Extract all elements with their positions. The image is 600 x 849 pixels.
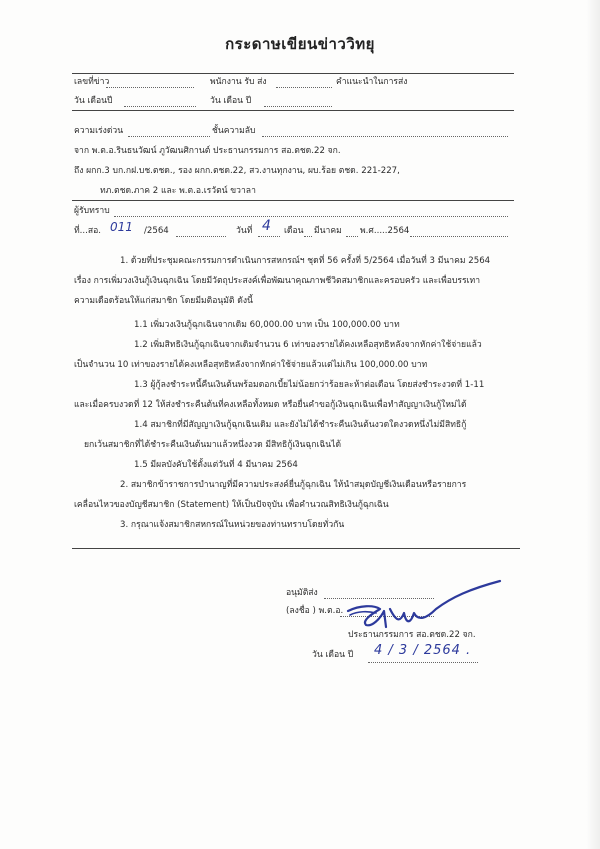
cc-field	[114, 216, 508, 217]
date-field-left	[124, 106, 196, 107]
ref-fill	[176, 236, 226, 237]
para1-line3: ความเดือดร้อนให้แก่สมาชิก โดยมีมติอนุมัติ ดังนี้	[74, 296, 253, 306]
date-handwritten: 4 / 3 / 2564 .	[374, 643, 472, 658]
date-field-right	[264, 106, 332, 107]
from-line: จาก พ.ต.อ.รินธนวัฒน์ ภูวัฒนศิกานต์ ประธานกรรมการ สอ.ตชด.22 จก.	[74, 146, 341, 156]
to-line-1: ถึง ผกก.3 บก.กฝ.บช.ตชด., รอง ผกก.ตชด.22, สว.งานทุกงาน, ผบ.ร้อย ตชด. 221-227,	[74, 166, 400, 176]
day-label: วันที่	[236, 226, 253, 236]
ref-prefix: ที่...สอ.	[74, 226, 101, 236]
receiver-field	[276, 87, 332, 88]
item-1-1: 1.1 เพิ่มวงเงินกู้ฉุกเฉินจากเดิม 60,000.00 บาท เป็น 100,000.00 บาท	[134, 320, 400, 330]
date-label-right: วัน เดือน ปี	[210, 96, 252, 106]
to-line-2: ทภ.ตชด.ภาค 2 และ พ.ต.อ.เรวัตน์ ขวาลา	[100, 186, 256, 196]
item-1-2-a: 1.2 เพิ่มสิทธิเงินกู้ฉุกเฉินจากเดิมจำนวน 6 เท่าของรายได้คงเหลือสุทธิหลังจากหักค่าใช้จ่ายแล้ว	[134, 340, 482, 350]
cc-label: ผู้รับทราบ	[74, 206, 110, 216]
para2-line2: เคลื่อนไหวของบัญชีสมาชิก (Statement) ให้เป็นปัจจุบัน เพื่อคำนวณสิทธิเงินกู้ฉุกเฉิน	[74, 500, 389, 510]
recipients-rule	[72, 200, 514, 201]
date-label-footer: วัน เดือน ปี	[312, 650, 354, 660]
position-line: ประธานกรรมการ สอ.ตชด.22 จก.	[348, 630, 476, 640]
month-value: มีนาคม	[314, 226, 342, 236]
para3-line1: 3. กรุณาแจ้งสมาชิกสหกรณ์ในหน่วยของท่านทราบโดยทั่วกัน	[120, 520, 345, 530]
urgency-label: ความเร่งด่วน	[74, 126, 124, 136]
date-field-footer	[368, 662, 478, 663]
item-1-4-b: ยกเว้นสมาชิกที่ได้ชำระคืนเงินต้นมาแล้วหนึ่งงวด มีสิทธิกู้เงินฉุกเฉินได้	[84, 440, 342, 450]
date-label-left: วัน เดือนปี	[74, 96, 113, 106]
news-no-field	[106, 87, 194, 88]
news-no-label: เลขที่ข่าว	[74, 77, 110, 87]
month-dots	[304, 236, 312, 237]
paper-edge-shadow	[586, 0, 600, 849]
month-fill	[346, 236, 358, 237]
header-top-rule	[72, 73, 514, 74]
day-handwritten: 4	[262, 218, 271, 234]
sign-label: (ลงชื่อ ) พ.ต.อ.	[286, 606, 344, 616]
urgency-field	[128, 136, 210, 137]
form-title: กระดาษเขียนข่าววิทยุ	[225, 35, 375, 53]
guidance-label: คำแนะนำในการส่ง	[336, 77, 408, 87]
signature-mark	[340, 575, 505, 635]
secrecy-label: ชั้นความลับ	[212, 126, 256, 136]
month-label: เดือน	[284, 226, 304, 236]
item-1-4-a: 1.4 สมาชิกที่มีสัญญาเงินกู้ฉุกเฉินเดิม และยังไม่ได้ชำระคืนเงินต้นงวดใดงวดหนึ่งไม่มีสิทธิกู้	[134, 420, 467, 430]
header-bottom-rule	[72, 110, 514, 111]
item-1-5: 1.5 มีผลบังคับใช้ตั้งแต่วันที่ 4 มีนาคม 2564	[134, 460, 298, 470]
para1-line1: 1. ด้วยที่ประชุมคณะกรรมการดำเนินการสหกรณ์ฯ ชุดที่ 56 ครั้งที่ 5/2564 เมื่อวันที่ 3 มีนาคม 2564	[120, 256, 491, 266]
secrecy-field	[262, 136, 508, 137]
year-fill	[410, 236, 508, 237]
approve-label: อนุมัติส่ง	[286, 588, 318, 598]
para1-line2: เรื่อง การเพิ่มวงเงินกู้เงินฉุกเฉิน โดยมีวัตถุประสงค์เพื่อพัฒนาคุณภาพชีวิตสมาชิกและครอบครัว และเพื่อบรรเทา	[74, 276, 481, 286]
item-1-3-b: และเมื่อครบงวดที่ 12 ให้ส่งชำระคืนต้นที่คงเหลือทั้งหมด หรือยื่นคำขอกู้เงินฉุกเฉินเพื่อทำสัญญาเงินกู้ใหม่ได้	[74, 400, 467, 410]
item-1-2-b: เป็นจำนวน 10 เท่าของรายได้คงเหลือสุทธิหลังจากหักค่าใช้จ่ายแล้วแต่ไม่เกิน 100,000.00 บาท	[74, 360, 428, 370]
day-field	[258, 236, 280, 237]
receiver-label: พนักงาน รับ ส่ง	[210, 77, 267, 87]
para2-line1: 2. สมาชิกข้าราชการบำนาญที่มีความประสงค์ยื่นกู้ฉุกเฉิน ให้นำสมุดบัญชีเงินเดือนหรือรายการ	[120, 480, 467, 490]
body-bottom-rule	[72, 548, 520, 549]
year-value: พ.ศ.....2564	[360, 226, 410, 236]
ref-year: /2564	[144, 226, 169, 236]
item-1-3-a: 1.3 ผู้กู้ลงชำระหนี้คืนเงินต้นพร้อมดอกเบี้ยไม่น้อยกว่าร้อยละห้าต่อเดือน โดยส่งชำระงวดที่ 1-11	[134, 380, 485, 390]
ref-number-handwritten: 011	[110, 220, 133, 234]
